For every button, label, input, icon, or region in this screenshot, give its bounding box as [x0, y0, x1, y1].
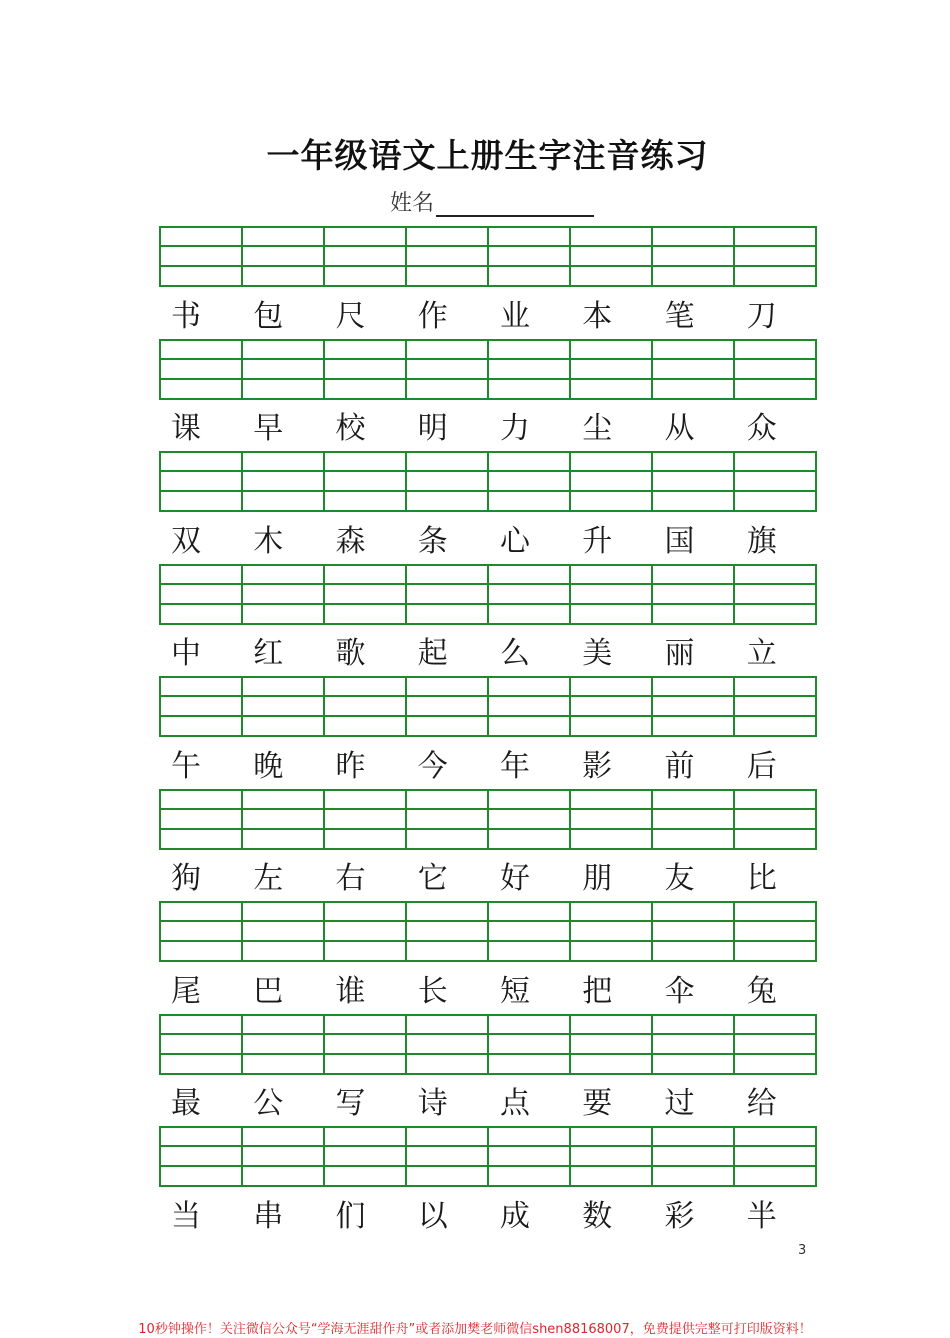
hanzi-character: 写: [335, 1086, 366, 1121]
pinyin-writing-cell[interactable]: [325, 341, 407, 398]
practice-row: [159, 339, 817, 452]
pinyin-writing-cell[interactable]: [653, 341, 735, 398]
pinyin-writing-cell[interactable]: [571, 341, 653, 398]
hanzi-character: 从: [664, 411, 695, 446]
pinyin-writing-cell[interactable]: [325, 903, 407, 960]
pinyin-writing-cell[interactable]: [243, 791, 325, 848]
pinyin-writing-cell[interactable]: [243, 228, 325, 285]
hanzi-character: 校: [335, 411, 366, 446]
hanzi-character: 课: [171, 411, 201, 446]
pinyin-writing-cell[interactable]: [407, 1016, 489, 1073]
pinyin-writing-cell[interactable]: [735, 566, 815, 623]
pinyin-writing-cell[interactable]: [243, 903, 325, 960]
pinyin-grid: [159, 676, 817, 737]
pinyin-writing-cell[interactable]: [243, 453, 325, 510]
hanzi-character: 条: [417, 523, 448, 559]
pinyin-writing-cell[interactable]: [571, 903, 653, 960]
page-number: 3: [798, 1243, 807, 1258]
hanzi-character: 明: [417, 411, 448, 446]
pinyin-writing-cell[interactable]: [571, 228, 653, 285]
pinyin-writing-cell[interactable]: [489, 1016, 571, 1073]
pinyin-writing-cell[interactable]: [489, 1128, 571, 1185]
hanzi-character: 彩: [664, 1198, 695, 1234]
pinyin-writing-cell[interactable]: [571, 791, 653, 848]
pinyin-writing-cell[interactable]: [407, 341, 489, 398]
hanzi-character: 串: [253, 1198, 284, 1234]
pinyin-writing-cell[interactable]: [571, 1128, 653, 1185]
hanzi-character: 力: [500, 411, 530, 446]
pinyin-writing-cell[interactable]: [653, 1016, 735, 1073]
pinyin-grid: [159, 1126, 817, 1187]
pinyin-grid: [159, 564, 817, 625]
hanzi-character: 成: [500, 1198, 530, 1234]
hanzi-character: 美: [582, 636, 613, 671]
pinyin-writing-cell[interactable]: [243, 678, 325, 735]
hanzi-character: 木: [253, 523, 284, 559]
hanzi-character: 把: [582, 973, 613, 1009]
hanzi-character: 红: [253, 636, 284, 671]
pinyin-writing-cell[interactable]: [325, 1016, 407, 1073]
hanzi-character: 晚: [253, 748, 284, 784]
pinyin-writing-cell[interactable]: [161, 228, 243, 285]
hanzi-character: 数: [582, 1198, 613, 1234]
hanzi-character: 兔: [746, 973, 777, 1009]
pinyin-writing-cell[interactable]: [489, 341, 571, 398]
hanzi-character: 公: [253, 1086, 284, 1121]
pinyin-writing-cell[interactable]: [489, 678, 571, 735]
practice-row: [159, 676, 817, 789]
pinyin-writing-cell[interactable]: [735, 1016, 815, 1073]
pinyin-writing-cell[interactable]: [735, 341, 815, 398]
hanzi-character: 昨: [335, 748, 366, 784]
hanzi-character: 年: [500, 748, 530, 784]
pinyin-grid: [159, 789, 817, 850]
pinyin-writing-cell[interactable]: [407, 791, 489, 848]
hanzi-character: 本: [582, 298, 613, 334]
hanzi-character: 前: [664, 748, 695, 784]
hanzi-character: 丽: [664, 636, 695, 671]
hanzi-character: 朋: [582, 861, 613, 896]
pinyin-writing-cell[interactable]: [653, 678, 735, 735]
pinyin-writing-cell[interactable]: [653, 566, 735, 623]
pinyin-writing-cell[interactable]: [407, 566, 489, 623]
hanzi-character: 要: [582, 1086, 613, 1121]
pinyin-writing-cell[interactable]: [407, 453, 489, 510]
hanzi-character: 影: [582, 748, 613, 784]
hanzi-character: 们: [335, 1198, 366, 1234]
footer-note: 10秒钟操作！关注微信公众号“学海无涯甜作舟”或者添加樊老师微信shen88168007，免费提供完整可打印版资料！: [138, 1322, 812, 1337]
character-row: [159, 962, 817, 1013]
pinyin-writing-cell[interactable]: [407, 903, 489, 960]
hanzi-character: 今: [417, 748, 448, 784]
character-row: [159, 512, 817, 563]
pinyin-writing-cell[interactable]: [161, 903, 243, 960]
pinyin-writing-cell[interactable]: [653, 453, 735, 510]
hanzi-character: 它: [417, 861, 448, 896]
pinyin-writing-cell[interactable]: [735, 1128, 815, 1185]
hanzi-character: 国: [664, 523, 695, 559]
practice-row: [159, 451, 817, 564]
hanzi-character: 中: [171, 636, 201, 671]
hanzi-character: 左: [253, 861, 284, 896]
hanzi-character: 早: [253, 411, 284, 446]
character-row: [159, 1075, 817, 1126]
hanzi-character: 笔: [664, 298, 695, 334]
hanzi-character: 谁: [335, 973, 366, 1009]
hanzi-character: 巴: [253, 973, 284, 1009]
character-row: [159, 287, 817, 338]
practice-row: [159, 1014, 817, 1127]
hanzi-character: 后: [746, 748, 777, 784]
pinyin-writing-cell[interactable]: [653, 1128, 735, 1185]
hanzi-character: 起: [417, 636, 448, 671]
pinyin-writing-cell[interactable]: [407, 678, 489, 735]
character-row: [159, 737, 817, 788]
character-row: [159, 625, 817, 676]
pinyin-writing-cell[interactable]: [161, 791, 243, 848]
pinyin-writing-cell[interactable]: [325, 678, 407, 735]
hanzi-character: 长: [417, 973, 448, 1009]
pinyin-grid: [159, 451, 817, 512]
hanzi-character: 众: [746, 411, 777, 446]
hanzi-character: 午: [171, 748, 201, 784]
pinyin-writing-cell[interactable]: [243, 566, 325, 623]
hanzi-character: 半: [746, 1198, 777, 1234]
pinyin-writing-cell[interactable]: [489, 791, 571, 848]
hanzi-character: 旗: [746, 523, 777, 559]
hanzi-character: 升: [582, 523, 613, 559]
hanzi-character: 双: [171, 523, 201, 559]
practice-row: [159, 901, 817, 1014]
hanzi-character: 尾: [171, 973, 201, 1009]
pinyin-writing-cell[interactable]: [489, 903, 571, 960]
pinyin-writing-cell[interactable]: [325, 1128, 407, 1185]
pinyin-writing-cell[interactable]: [735, 453, 815, 510]
pinyin-writing-cell[interactable]: [735, 903, 815, 960]
pinyin-grid: [159, 226, 817, 287]
pinyin-writing-cell[interactable]: [407, 228, 489, 285]
hanzi-character: 短: [500, 973, 530, 1009]
hanzi-character: 么: [500, 636, 530, 671]
pinyin-writing-cell[interactable]: [653, 791, 735, 848]
hanzi-character: 伞: [664, 973, 695, 1009]
hanzi-character: 狗: [171, 861, 201, 896]
hanzi-character: 歌: [335, 636, 366, 671]
pinyin-writing-cell[interactable]: [325, 566, 407, 623]
pinyin-practice-sheet: [159, 226, 817, 1239]
pinyin-grid: [159, 901, 817, 962]
pinyin-writing-cell[interactable]: [653, 228, 735, 285]
pinyin-writing-cell[interactable]: [571, 678, 653, 735]
pinyin-writing-cell[interactable]: [161, 1016, 243, 1073]
hanzi-character: 包: [253, 298, 284, 334]
hanzi-character: 诗: [417, 1086, 448, 1121]
pinyin-writing-cell[interactable]: [735, 678, 815, 735]
hanzi-character: 点: [500, 1086, 530, 1121]
name-field: [390, 186, 594, 217]
pinyin-writing-cell[interactable]: [571, 1016, 653, 1073]
character-row: [159, 850, 817, 901]
hanzi-character: 右: [335, 861, 366, 896]
name-label: 姓名: [390, 191, 435, 216]
hanzi-character: 书: [171, 298, 201, 334]
character-row: [159, 400, 817, 451]
character-row: [159, 1187, 817, 1238]
pinyin-writing-cell[interactable]: [243, 1016, 325, 1073]
pinyin-writing-cell[interactable]: [489, 453, 571, 510]
pinyin-writing-cell[interactable]: [407, 1128, 489, 1185]
hanzi-character: 最: [171, 1086, 201, 1121]
pinyin-writing-cell[interactable]: [571, 566, 653, 623]
pinyin-writing-cell[interactable]: [325, 791, 407, 848]
hanzi-character: 给: [746, 1086, 777, 1121]
practice-row: [159, 226, 817, 339]
pinyin-writing-cell[interactable]: [489, 566, 571, 623]
hanzi-character: 森: [335, 523, 366, 559]
hanzi-character: 友: [664, 861, 695, 896]
pinyin-writing-cell[interactable]: [161, 1128, 243, 1185]
page-title: 一年级语文上册生字注音练习: [266, 136, 709, 175]
pinyin-grid: [159, 339, 817, 400]
pinyin-writing-cell[interactable]: [489, 228, 571, 285]
pinyin-writing-cell[interactable]: [571, 453, 653, 510]
pinyin-writing-cell[interactable]: [653, 903, 735, 960]
hanzi-character: 尺: [335, 298, 366, 334]
practice-row: [159, 789, 817, 902]
hanzi-character: 过: [664, 1086, 695, 1121]
hanzi-character: 比: [746, 861, 777, 896]
hanzi-character: 立: [746, 636, 777, 671]
pinyin-writing-cell[interactable]: [161, 566, 243, 623]
hanzi-character: 作: [417, 298, 448, 334]
hanzi-character: 以: [417, 1198, 448, 1234]
pinyin-writing-cell[interactable]: [735, 791, 815, 848]
hanzi-character: 尘: [582, 411, 613, 446]
hanzi-character: 心: [500, 523, 530, 559]
pinyin-writing-cell[interactable]: [161, 453, 243, 510]
pinyin-writing-cell[interactable]: [243, 341, 325, 398]
hanzi-character: 好: [500, 861, 530, 896]
pinyin-writing-cell[interactable]: [735, 228, 815, 285]
pinyin-writing-cell[interactable]: [161, 678, 243, 735]
pinyin-writing-cell[interactable]: [325, 228, 407, 285]
practice-row: [159, 564, 817, 677]
hanzi-character: 刀: [746, 298, 777, 334]
pinyin-writing-cell[interactable]: [161, 341, 243, 398]
name-blank-line[interactable]: [436, 193, 594, 217]
pinyin-writing-cell[interactable]: [325, 453, 407, 510]
pinyin-grid: [159, 1014, 817, 1075]
pinyin-writing-cell[interactable]: [243, 1128, 325, 1185]
hanzi-character: 当: [171, 1198, 201, 1234]
practice-row: [159, 1126, 817, 1239]
hanzi-character: 业: [500, 298, 530, 334]
